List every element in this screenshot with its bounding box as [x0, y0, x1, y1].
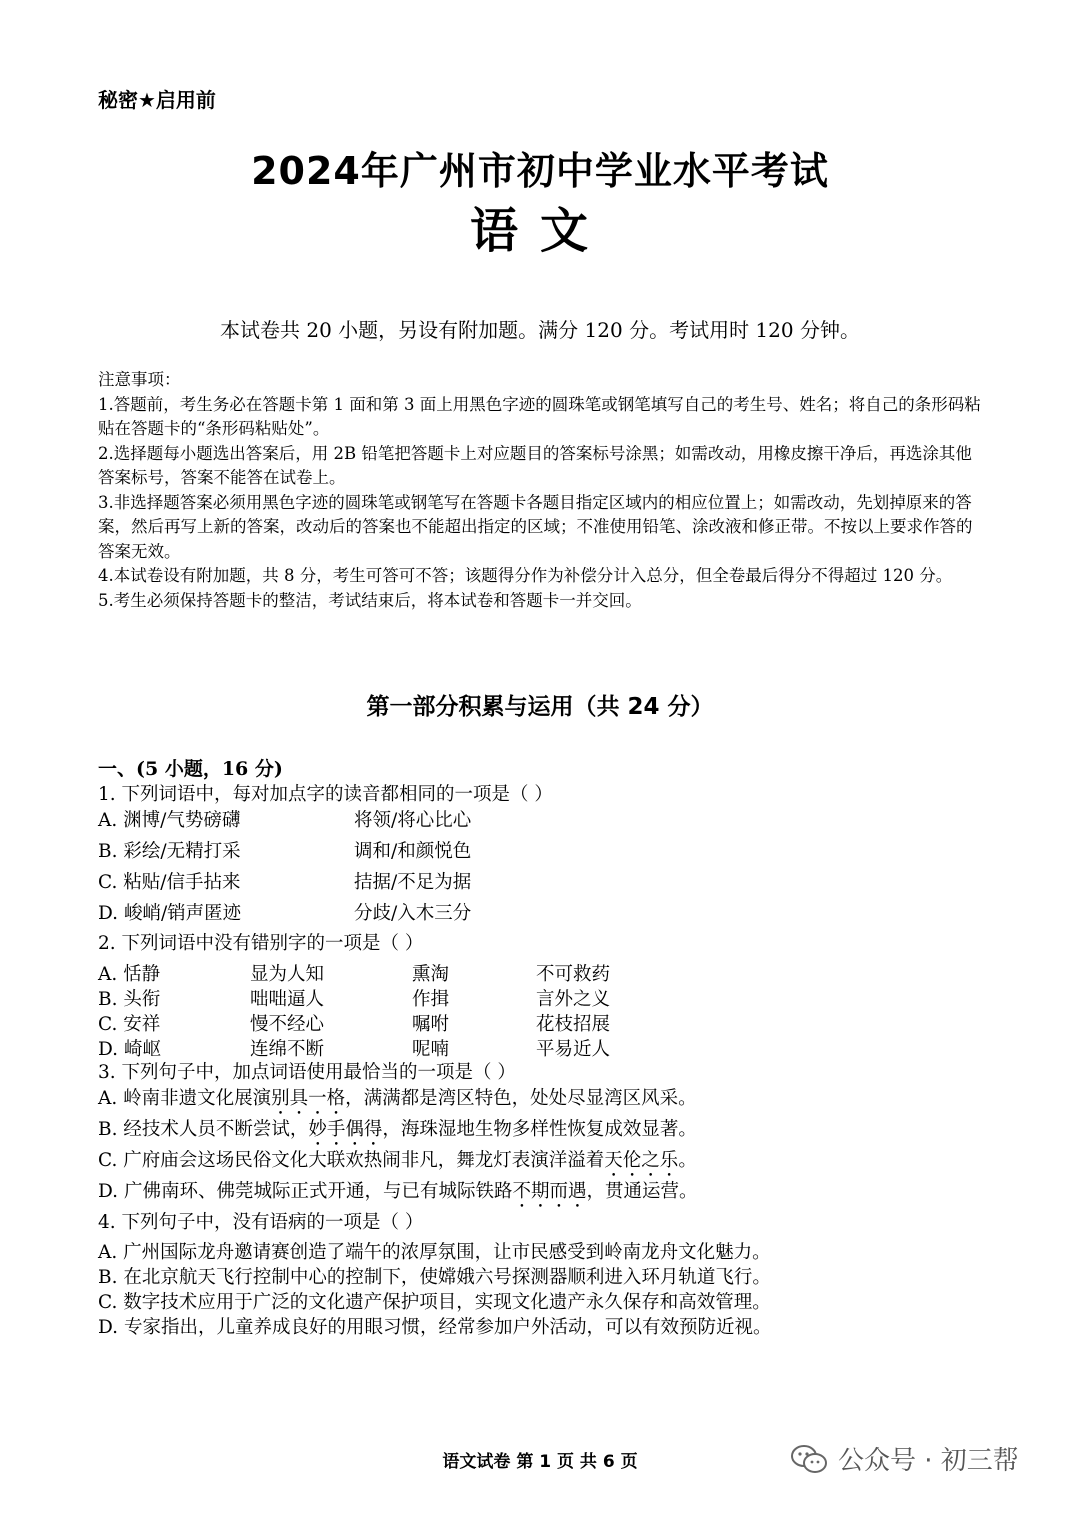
word: 作揖	[412, 989, 450, 1010]
option-label: D.	[98, 903, 119, 924]
option-text: 峻峭/销声匿迹	[123, 903, 242, 924]
q1-option-c-pair: 拮据/不足为据	[354, 872, 472, 893]
word: 平易近人	[536, 1039, 611, 1060]
word: 恬静	[123, 964, 161, 985]
option-label: C.	[98, 872, 118, 893]
word: 言外之义	[536, 989, 611, 1010]
question-4-stem: 4. 下列句子中，没有语病的一项是（ ）	[98, 1212, 424, 1233]
q1-option-d-pair: 分歧/入木三分	[354, 903, 472, 924]
watermark	[790, 1440, 1019, 1477]
q2-option-d-label: D. 崎岖	[98, 1039, 161, 1060]
q3-option-c: C. 广府庙会这场民俗文化大联欢热闹非凡，舞龙灯表演洋溢着天伦之乐。	[98, 1150, 697, 1171]
q1-option-b	[98, 837, 241, 863]
q2-option-c-label: C. 安祥	[98, 1014, 161, 1035]
q2-option-b-label: B. 头衔	[98, 989, 161, 1010]
notes-heading: 注意事项：	[98, 370, 181, 389]
word: 慢不经心	[250, 1014, 325, 1035]
word: 崎岖	[123, 1039, 161, 1060]
word: 呢喃	[412, 1039, 450, 1060]
word: 显为人知	[250, 964, 325, 985]
option-label: B.	[98, 841, 118, 862]
q4-option-b: B. 在北京航天飞行控制中心的控制下，使嫦娥六号探测器顺利进入环月轨道飞行。	[98, 1267, 771, 1288]
note-item: 2.选择题每小题选出答案后，用 2B 铅笔把答题卡上对应题目的答案标号涂黑；如需改动，用橡皮擦干净后，再选涂其他答案标号，答案不能答在试卷上。	[98, 443, 972, 487]
note-item: 3.非选择题答案必须用黑色字迹的圆珠笔或钢笔写在答题卡各题目指定区域内的相应位置上；如需改动，先划掉原来的答案，然后再写上新的答案，改动后的答案也不能超出指定的区域；不准使用铅笔、涂改液和修正带。不按以上要求作答的答案无效。	[98, 492, 973, 561]
exam-summary: 本试卷共 20 小题，另设有附加题。满分 120 分。考试用时 120 分钟。	[220, 318, 860, 342]
option-text: 彩绘/无精打采	[123, 841, 241, 862]
part-title: 第一部分积累与运用（共 24 分）	[366, 694, 714, 720]
wechat-icon	[790, 1444, 828, 1474]
dotted-phrase: 不期而遇	[512, 1181, 587, 1202]
q1-option-c	[98, 868, 241, 894]
note-item: 1.答题前，考生务必在答题卡第 1 面和第 3 面上用黑色字迹的圆珠笔或钢笔填写自己的考生号、姓名；将自己的条形码粘贴在答题卡的“条形码粘贴处”。	[98, 394, 981, 438]
section-heading: 一、(5 小题，16 分)	[98, 758, 283, 780]
q3-option-d: D. 广佛南环、佛莞城际正式开通，与已有城际铁路不期而遇，贯通运营。	[98, 1181, 698, 1202]
question-1-stem: 1. 下列词语中，每对加点字的读音都相同的一项是（ ）	[98, 784, 553, 805]
question-3-stem: 3. 下列句子中，加点词语使用最恰当的一项是（ ）	[98, 1062, 516, 1083]
confidential-label: 秘密★启用前	[98, 88, 216, 112]
word: 咄咄逼人	[250, 989, 325, 1010]
dotted-phrase: 别具一格	[271, 1088, 346, 1109]
q3-option-b: B. 经技术人员不断尝试，妙手偶得，海珠湿地生物多样性恢复成效显著。	[98, 1119, 697, 1140]
q4-option-c: C. 数字技术应用于广泛的文化遗产保护项目，实现文化遗产永久保存和高效管理。	[98, 1292, 771, 1313]
note-item: 4.本试卷设有附加题，共 8 分，考生可答可不答；该题得分作为补偿分计入总分，但全卷最后得分不得超过 120 分。	[98, 566, 953, 585]
q4-option-a: A. 广州国际龙舟邀请赛创造了端午的浓厚氛围，让市民感受到岭南龙舟文化魅力。	[98, 1242, 771, 1263]
word: 头衔	[123, 989, 161, 1010]
q1-option-a-pair: 将领/将心比心	[354, 810, 472, 831]
q1-option-d	[98, 899, 241, 925]
question-2-stem: 2. 下列词语中没有错别字的一项是（ ）	[98, 933, 424, 954]
dotted-phrase: 天伦之乐	[604, 1150, 679, 1171]
word: 嘱咐	[412, 1014, 450, 1035]
watermark-text: 公众号 · 初三帮	[838, 1446, 1019, 1476]
word: 连绵不断	[250, 1039, 325, 1060]
option-text: 渊博/气势磅礴	[123, 810, 241, 831]
exam-title: 2024年广州市初中学业水平考试	[251, 149, 829, 193]
q1-option-b-pair: 调和/和颜悦色	[354, 841, 472, 862]
option-text: 粘贴/信手拈来	[123, 872, 241, 893]
q3-option-a: A. 岭南非遗文化展演别具一格，满满都是湾区特色，处处尽显湾区风采。	[98, 1088, 697, 1109]
q4-option-d: D. 专家指出，儿童养成良好的用眼习惯，经常参加户外活动，可以有效预防近视。	[98, 1317, 772, 1338]
page-footer: 语文试卷 第 1 页 共 6 页	[442, 1452, 638, 1472]
word: 熏淘	[412, 964, 450, 985]
q2-option-a-label: A. 恬静	[98, 964, 161, 985]
subject-title: 语文	[469, 203, 610, 259]
notes-section	[98, 368, 982, 613]
dotted-phrase: 妙手偶得	[308, 1119, 383, 1140]
word: 不可救药	[536, 964, 611, 985]
option-label: A.	[98, 810, 118, 831]
note-item: 5.考生必须保持答题卡的整洁，考试结束后，将本试卷和答题卡一并交回。	[98, 590, 642, 610]
word: 安祥	[123, 1014, 161, 1035]
q1-option-a	[98, 806, 240, 832]
word: 花枝招展	[536, 1014, 611, 1035]
